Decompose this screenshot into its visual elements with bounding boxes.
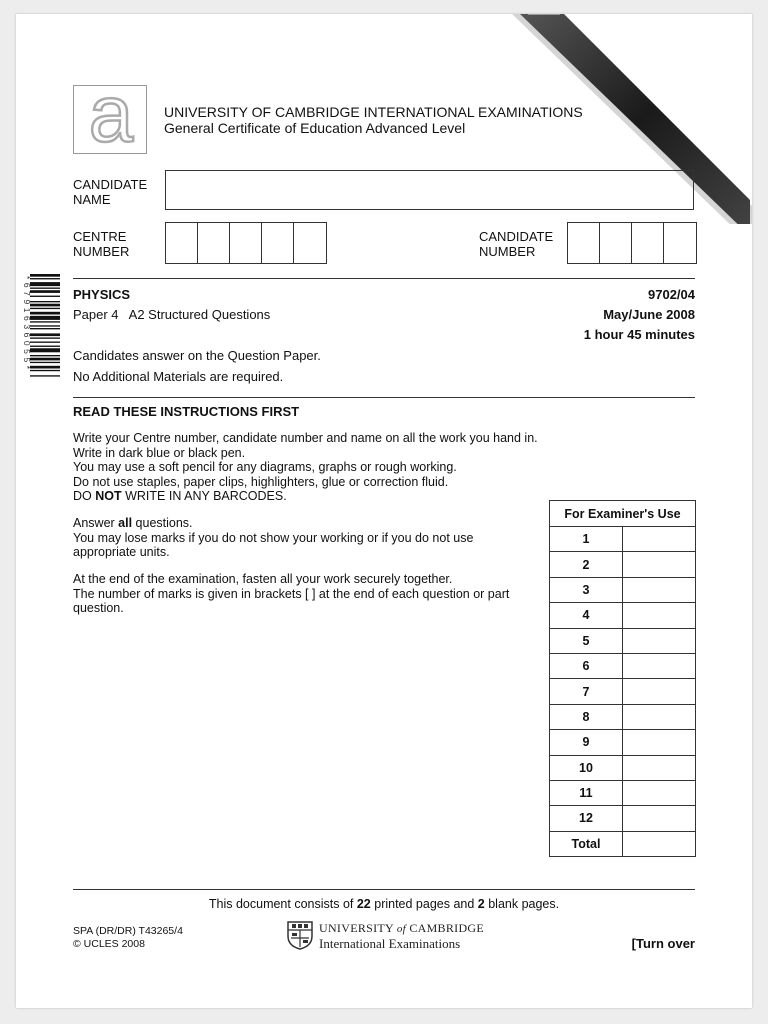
question-number: 6	[550, 653, 623, 678]
question-number: 1	[550, 527, 623, 552]
examiner-row	[550, 628, 696, 653]
board-name: UNIVERSITY OF CAMBRIDGE INTERNATIONAL EXAMINATIONS	[164, 104, 583, 120]
instructions-heading: READ THESE INSTRUCTIONS FIRST	[73, 404, 300, 419]
centre-number-boxes[interactable]	[165, 222, 327, 264]
question-number: 4	[550, 603, 623, 628]
exam-cover-page	[16, 14, 752, 1008]
centre-digit-box[interactable]	[230, 223, 262, 263]
mark-cell[interactable]	[623, 679, 696, 704]
question-number: 9	[550, 730, 623, 755]
cambridge-a-logo	[73, 69, 147, 158]
subject: PHYSICS	[73, 287, 131, 302]
mark-cell[interactable]	[623, 806, 696, 831]
ribbon-text[interactable]: www.XtremePapers.com	[583, 14, 719, 151]
examiner-row	[550, 755, 696, 780]
examiner-row	[550, 679, 696, 704]
instructions-block-1: Write your Centre number, candidate number and name on all the work you hand in. Write in dark blue or black pen. You may use a soft pencil for any diagrams, graphs or rough working. Do not use staples, paper clips, highlighters, glue or correction fluid. DO NOT WRITE IN ANY BARCODES.	[73, 431, 538, 504]
divider-middle	[73, 397, 695, 398]
candidate-name-field[interactable]	[165, 170, 694, 210]
paper-code: 9702/04	[648, 287, 695, 302]
candidate-digit-box[interactable]	[632, 223, 664, 263]
candidate-name-label: CANDIDATE NAME	[73, 177, 148, 207]
paper-title: Paper 4 A2 Structured Questions	[73, 307, 271, 322]
duration: 1 hour 45 minutes	[583, 327, 695, 342]
examiner-row	[550, 653, 696, 678]
examiner-row	[550, 552, 696, 577]
mark-cell[interactable]	[623, 780, 696, 805]
divider-bottom	[73, 889, 695, 890]
question-number: 7	[550, 679, 623, 704]
mark-cell[interactable]	[623, 603, 696, 628]
question-number: 3	[550, 577, 623, 602]
page-count-note: This document consists of 22 printed pages and 2 blank pages.	[208, 897, 560, 911]
question-number: 5	[550, 628, 623, 653]
question-number: 2	[550, 552, 623, 577]
candidate-digit-box[interactable]	[568, 223, 600, 263]
materials-note-2: No Additional Materials are required.	[73, 369, 284, 384]
barcode-digits: * 6 7 9 1 6 3 6 0 5 5 *	[22, 276, 32, 370]
question-number: 11	[550, 780, 623, 805]
examiners-use-table	[549, 500, 696, 857]
examiner-row	[550, 780, 696, 805]
examiner-row	[550, 577, 696, 602]
session: May/June 2008	[603, 307, 695, 322]
mark-cell[interactable]	[623, 628, 696, 653]
instructions-block-3: At the end of the examination, fasten all your work securely together. The number of marks is given in brackets [ ] at the end of each question or part question.	[73, 572, 510, 616]
turn-over: [Turn over	[631, 936, 695, 951]
centre-number-label: CENTRE NUMBER	[73, 229, 130, 259]
mark-cell[interactable]	[623, 653, 696, 678]
total-label: Total	[550, 831, 623, 856]
question-number: 12	[550, 806, 623, 831]
mark-cell[interactable]	[623, 704, 696, 729]
examiner-row	[550, 730, 696, 755]
candidate-number-label: CANDIDATE NUMBER	[479, 229, 554, 259]
centre-digit-box[interactable]	[262, 223, 294, 263]
divider-top	[73, 278, 695, 279]
mark-cell[interactable]	[623, 577, 696, 602]
mark-cell[interactable]	[623, 527, 696, 552]
cambridge-wordmark: UNIVERSITY of CAMBRIDGE International Examinations	[319, 921, 485, 951]
examiner-row	[550, 603, 696, 628]
mark-cell[interactable]	[623, 552, 696, 577]
centre-digit-box[interactable]	[198, 223, 230, 263]
mark-cell[interactable]	[623, 755, 696, 780]
examiner-row	[550, 806, 696, 831]
crest-icon	[286, 920, 314, 950]
document-reference: SPA (DR/DR) T43265/4 © UCLES 2008	[73, 925, 183, 950]
qualification: General Certificate of Education Advanced Level	[164, 120, 466, 136]
examiner-row	[550, 704, 696, 729]
barcode	[30, 274, 60, 411]
examiners-use-header: For Examiner's Use	[550, 501, 696, 527]
materials-note-1: Candidates answer on the Question Paper.	[73, 348, 321, 363]
mark-cell[interactable]	[623, 831, 696, 856]
centre-digit-box[interactable]	[294, 223, 326, 263]
candidate-digit-box[interactable]	[664, 223, 696, 263]
examiner-row	[550, 831, 696, 856]
question-number: 8	[550, 704, 623, 729]
instructions-block-2: Answer all questions. You may lose marks if you do not show your working or if you do not use appropriate units.	[73, 516, 474, 560]
logo-letter: a	[88, 69, 134, 158]
candidate-digit-box[interactable]	[600, 223, 632, 263]
candidate-number-boxes[interactable]	[567, 222, 697, 264]
question-number: 10	[550, 755, 623, 780]
mark-cell[interactable]	[623, 730, 696, 755]
centre-digit-box[interactable]	[166, 223, 198, 263]
examiner-row	[550, 527, 696, 552]
